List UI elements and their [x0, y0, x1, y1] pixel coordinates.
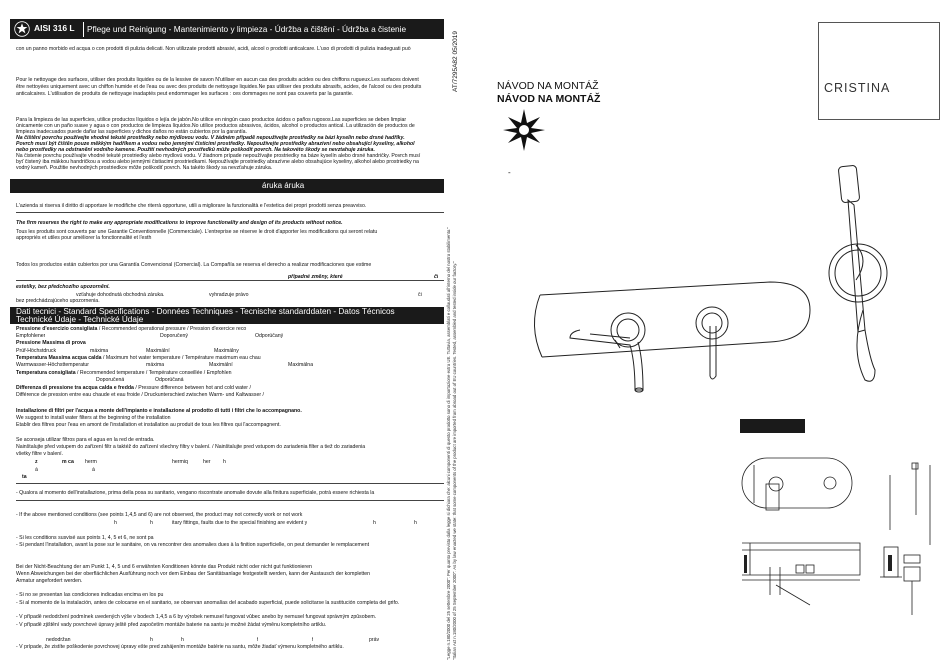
document-code: AT/7295A82 05/2019 [452, 31, 459, 92]
spec-max-temp-l2-d: Maximálna [288, 362, 314, 368]
warranty-fr-2: appropriés et utiles pour améliorer la fonctionnalité et l'esth [16, 235, 152, 241]
install-frag: ta [22, 474, 27, 480]
warranty-sk-d: bez predchádzajúceho upozornenia. [16, 298, 100, 304]
legal-note-en: "Italian Act n.180/2000 of 25 September 2000": As by law enacted we state: that some components of the product are imported from abroad out of EU countries. Tested, assembled and tested inside our factory." [452, 261, 457, 660]
spec-max-temp-l2-a: Warmwasser-Höchsttemperatur [16, 362, 90, 368]
defects-de-1: Bei der Nicht-Beachtung der am Punkt 1, 4, 5 und 6 erwähnten Konditionen könnte das Produkt nicht oder nicht gut funktionieren [16, 564, 312, 570]
install-cz: Nainštalujte před vstupem do zařízení filtr a taktéž do zařízení všechny filtry v balení. / Nainštalujte pred vstupom do zariadenia filter a tiež do zariadenia [16, 444, 366, 450]
defects-sk-2: - V prípade, že zistíte poškodenie povrchovej úpravy ešte pred zahájením montáže batérie na santu, môže žiadať výmenu kompletného artiklu. [16, 644, 344, 650]
defects-en-frag: h [414, 520, 417, 526]
defects-fr-1: - Si les conditions susvisé aux points 1, 4, 5 et 6, ne sont pa [16, 535, 154, 541]
care-es-2: únicamente con un paño suave y agua o con productos de limpieza líquidos.No utilice productos abrasivos, ácidos, alcohol o productos antical. La utilización de productos de [16, 123, 415, 129]
manual-title: NÁVOD NA MONTÁŽ [497, 80, 599, 92]
specs-section-title-2: Technické Údaje - Technické Údaje [16, 315, 144, 324]
divider [16, 280, 444, 281]
warranty-cz-a: případné změny, které [288, 274, 343, 280]
spec-max-pressure-l2-d: Maximálny [214, 348, 239, 354]
warranty-cz-c: estetiky, bez předchozího upozornění. [16, 284, 110, 290]
spec-max-pressure-l2-b: máxima [90, 348, 109, 354]
install-frag: h [223, 459, 226, 465]
brand-box [818, 22, 940, 120]
care-es-1: Para la limpieza de las superficies, utilice productos líquidos o lejía de jabón.No utilice en ningún caso productos ácidos o paños rugosos.Las superficies se deben limpiar [16, 117, 407, 123]
spec-max-temp-l2-c: Maximální [209, 362, 233, 368]
install-fr: Etablir des filtres pour l'eau en amont de l'installation et installation au produit de tous les filtres qui l'accompagnent. [16, 422, 281, 428]
spec-rec-temp-l2-a: Doporučená [96, 377, 125, 383]
defects-en-frag: h [114, 520, 117, 526]
defects-sk-frag: h [150, 637, 153, 643]
install-frag: her [203, 459, 211, 465]
warranty-en: The firm reserves the right to make any appropriate modifications to improve functionality and design of its products without notice. [16, 220, 343, 226]
defects-sk-frag: práv [369, 637, 380, 643]
install-sk: všetky filtre v balení. [16, 451, 63, 457]
defects-en-frag: h [373, 520, 376, 526]
care-sk-1: Na čistenie povrchu používajte vhodné tekuté prostriedky alebo mydlovú vodu. V žiadnom prípade nepoužívajte prostriedky na báze kyselín alebo drsné handričky. Povrch musí [16, 153, 421, 159]
divider [16, 500, 444, 501]
defects-es-2: - Si al momento de la instalación, antes de colocarse en el sanitario, se observan anomalías del acabado superficial, puede solicitarse la sustitución completa del grifo. [16, 600, 400, 606]
warranty-fr-1: Tous les produits sont couverts par une Garantie Conventionnelle (Commerciale). L'entreprise se réserve le droit d'apporter les modifications qui seront relatu [16, 229, 378, 235]
care-cz-2: Povrch musí být čištěn pouze měkkým hadříkem a vodou nebo jemnými čisticími prostředky. Nepoužívejte prostředky abrazivní nebo obsahující kyseliny, alkohol [16, 141, 415, 147]
legal-note-it: "Legge n.180/2000 del 25 settembre 2000": Per quanto previsto dalla legge si dichiara che: alcuni componenti di questo prodotto sono di importazione extra UE. Tuttavia, assemblati e collaudati all'interno del nostro stabilimento." [446, 227, 451, 660]
spec-max-pressure: Pressione Massima di prova [16, 340, 86, 346]
install-frag: m ca [62, 459, 74, 465]
warranty-cz-b: či [434, 274, 439, 280]
spec-pressure-l2-b: Doporučený [160, 333, 188, 339]
defects-sk-frag: f [312, 637, 314, 643]
care-cz-3: nebo prostředky na odstranění vodního kamene. Použití nevhodných prostředků může poškodit povrch. Na takovéto škody se nevztahuje záruka. [16, 147, 375, 153]
care-sk-2: byť čistený iba mäkkou handričkou a vodou alebo jemnými čistiacimi prostriedkami. Nepoužívajte prostriedky abrazívne alebo obsahujúce kyseliny, alkohol alebo prostriedky na [16, 159, 419, 165]
technical-drawing [740, 455, 940, 655]
black-label-box [740, 419, 805, 433]
spec-pressure-diff: Differenza di pressione tra acqua calda e fredda / Pressure difference between hot and cold water / [16, 385, 251, 391]
warranty-sk-c: či [418, 292, 422, 298]
spec-pressure-l2-a: Empfohlener [16, 333, 46, 339]
defects-en: - If the above mentioned conditions (see points 1,4,5 and 6) are not observed, the product may not correctly work or not work [16, 512, 303, 518]
spec-rec-temp-l2-b: Odporúčaná [155, 377, 184, 383]
care-sk-3: vodný kameň. Použitie nevhodných prostriedkov môže poškodiť povrch. Na takéto škody sa nevzťahuje záruka. [16, 165, 273, 171]
warranty-es: Todos los productos están cubiertos por una Garantía Convencional (Comercial). La Compañía se reserva el derecho a realizar modificaciones que estime [16, 262, 372, 268]
header-separator [83, 22, 84, 37]
spec-max-pressure-l2-a: Prüf-Höchstdruck [16, 348, 57, 354]
divider [16, 212, 444, 213]
defects-sk-frag: f [257, 637, 259, 643]
warranty-it: L'azienda si riserva il diritto di apportare le modifiche che riterrà opportune, utili a migliorare la funzionalità e l'estetica dei propri prodotti senza preavviso. [16, 203, 367, 209]
defects-en-frag: itary fittings, faults due to the special finishing are evident y [172, 520, 308, 526]
warranty-section-bar [10, 179, 444, 193]
install-en: We suggest to install water filters at the beginning of the installation [16, 415, 171, 421]
warranty-sk-a: vzťahuje dohodnutá obchodná záruka. [76, 292, 165, 298]
header-title: Pflege und Reinigung - Mantenimiento y limpieza - Údržba a čištění - Údržba a čistenie [87, 24, 407, 34]
specs-section-title-1: Dati tecnici - Standard Specifications - Données Techniques - Tecnische standarddaten - Datos Técnicos [16, 307, 395, 316]
spec-pressure: Pressione d'esercizio consigliata / Recommended operational pressure / Pression d'exercice reco [16, 326, 247, 332]
install-it: Installazione di filtri per l'acqua a monte dell'impianto e installazione al prodotto di tutti i filtri che lo accompagnano. [16, 408, 302, 414]
install-frag: herm [85, 459, 97, 465]
install-frag: á [35, 467, 38, 473]
care-fr-2: être nettoyées uniquement avec un chiffon humide et de l'eau ou avec des produits de nettoyage liquides.Ne pas utiliser des produits abrasifs, acides, de l'alcool ou des produits [16, 84, 422, 90]
material-code: AISI 316 L [34, 23, 75, 33]
defects-es-1: - Si no se presentan las condiciones indicadas encima en los pu [16, 592, 164, 598]
divider [16, 483, 444, 484]
install-frag: á [92, 467, 95, 473]
defects-de-2: Wenn Abweichungen bei der oberflächlichen Ausführung noch vor dem Einbau der Sanitätsanlage festgestellt werden, kann der Austausch der kompletten [16, 571, 371, 577]
defects-cz-1: - V případě nedodržení podmínek uvedených výše v bodech 1,4,5 a 6 by výrobek nemusel fungovat vůbec anebo by nemusel fungovat správným způsobem. [16, 614, 377, 620]
defects-en-frag: h [150, 520, 153, 526]
spec-max-temp-l2-b: máxima [146, 362, 165, 368]
spec-pressure-diff-l2: Différence de pression entre eau chaude et eau froide / Druckunterschied zwischen Warm- und Kaltwasser / [16, 392, 264, 398]
defects-fr-2: - Si pendant l'installation, avant la pose sur le sanitaire, on va rencontrer des anomalies dues à la finition superficielle, on peut demander le remplacement [16, 542, 370, 548]
care-it: con un panno morbido ed acqua o con prodotti di pulizia delicati. Non utilizzate prodotti abrasivi, acidi, alcool o prodotti anticalcare. L'uso di prodotti di pulizia inadeguati può [16, 46, 411, 52]
brand-logo: CRISTINA [824, 81, 891, 95]
defects-it: - Qualora al momento dell'installazione, prima della posa su sanitario, vengano riscontrate anomalie dovute alla finitura superficiale, potrà essere richiesta la [16, 490, 375, 496]
spec-rec-temp: Temperatura consigliata / Recommended temperature / Température conseillée / Empfohlen [16, 370, 232, 376]
dash-mark: - [508, 168, 511, 177]
product-perspective-drawing [520, 150, 940, 420]
care-fr-3: anticalcaires. L'utilisation de produits de nettoyage inadaptés peut endommager les surfaces : ces dommages ne sont pas couverts par la garantie. [16, 91, 354, 97]
star-logo-icon [14, 21, 30, 37]
defects-sk-frag: nedodržan [46, 637, 71, 643]
spec-max-temp: Temperatura Massima acqua calda / Maximum hot water temperature / Température maximum eau chau [16, 355, 261, 361]
care-es-3: limpieza inadecuados puede dañar las superficies y dichos daños no están cubiertos por la garantía. [16, 129, 247, 135]
warranty-section-title: áruka áruka [262, 181, 305, 190]
spec-max-pressure-l2-c: Maximální [146, 348, 170, 354]
warranty-sk-b: vyhradzuje právo [209, 292, 249, 298]
defects-cz-2: - V případě zjištění vady povrchové úpravy ještě před započetím montáže baterie na santu je možné žádat výměnu kompletního artiklu. [16, 622, 327, 628]
care-cz-1: Na čištění povrchu používejte vhodné tekuté prostředky nebo mýdlovou vodu. V žádném případě nepoužívejte prostředky na bázi kyselin nebo drsné hadříky. [16, 135, 405, 141]
care-fr-1: Pour le nettoyage des surfaces, utiliser des produits liquides ou de la lessive de savon N'utiliser en aucun cas des produits acides ou des chiffons rugueux.Les surfaces doivent [16, 77, 419, 83]
install-frag: hermiq [172, 459, 188, 465]
defects-de-3: Armatur angefordert werden. [16, 578, 83, 584]
defects-sk-frag: h [181, 637, 184, 643]
star-logo-icon [502, 108, 546, 152]
manual-title-bold: NÁVOD NA MONTÁŽ [497, 93, 601, 105]
install-frag: z [35, 459, 38, 465]
install-es: Se aconseja utilizar filtros para el agua en la red de entrada. [16, 437, 155, 443]
spec-pressure-l2-c: Odporúčaný [255, 333, 284, 339]
